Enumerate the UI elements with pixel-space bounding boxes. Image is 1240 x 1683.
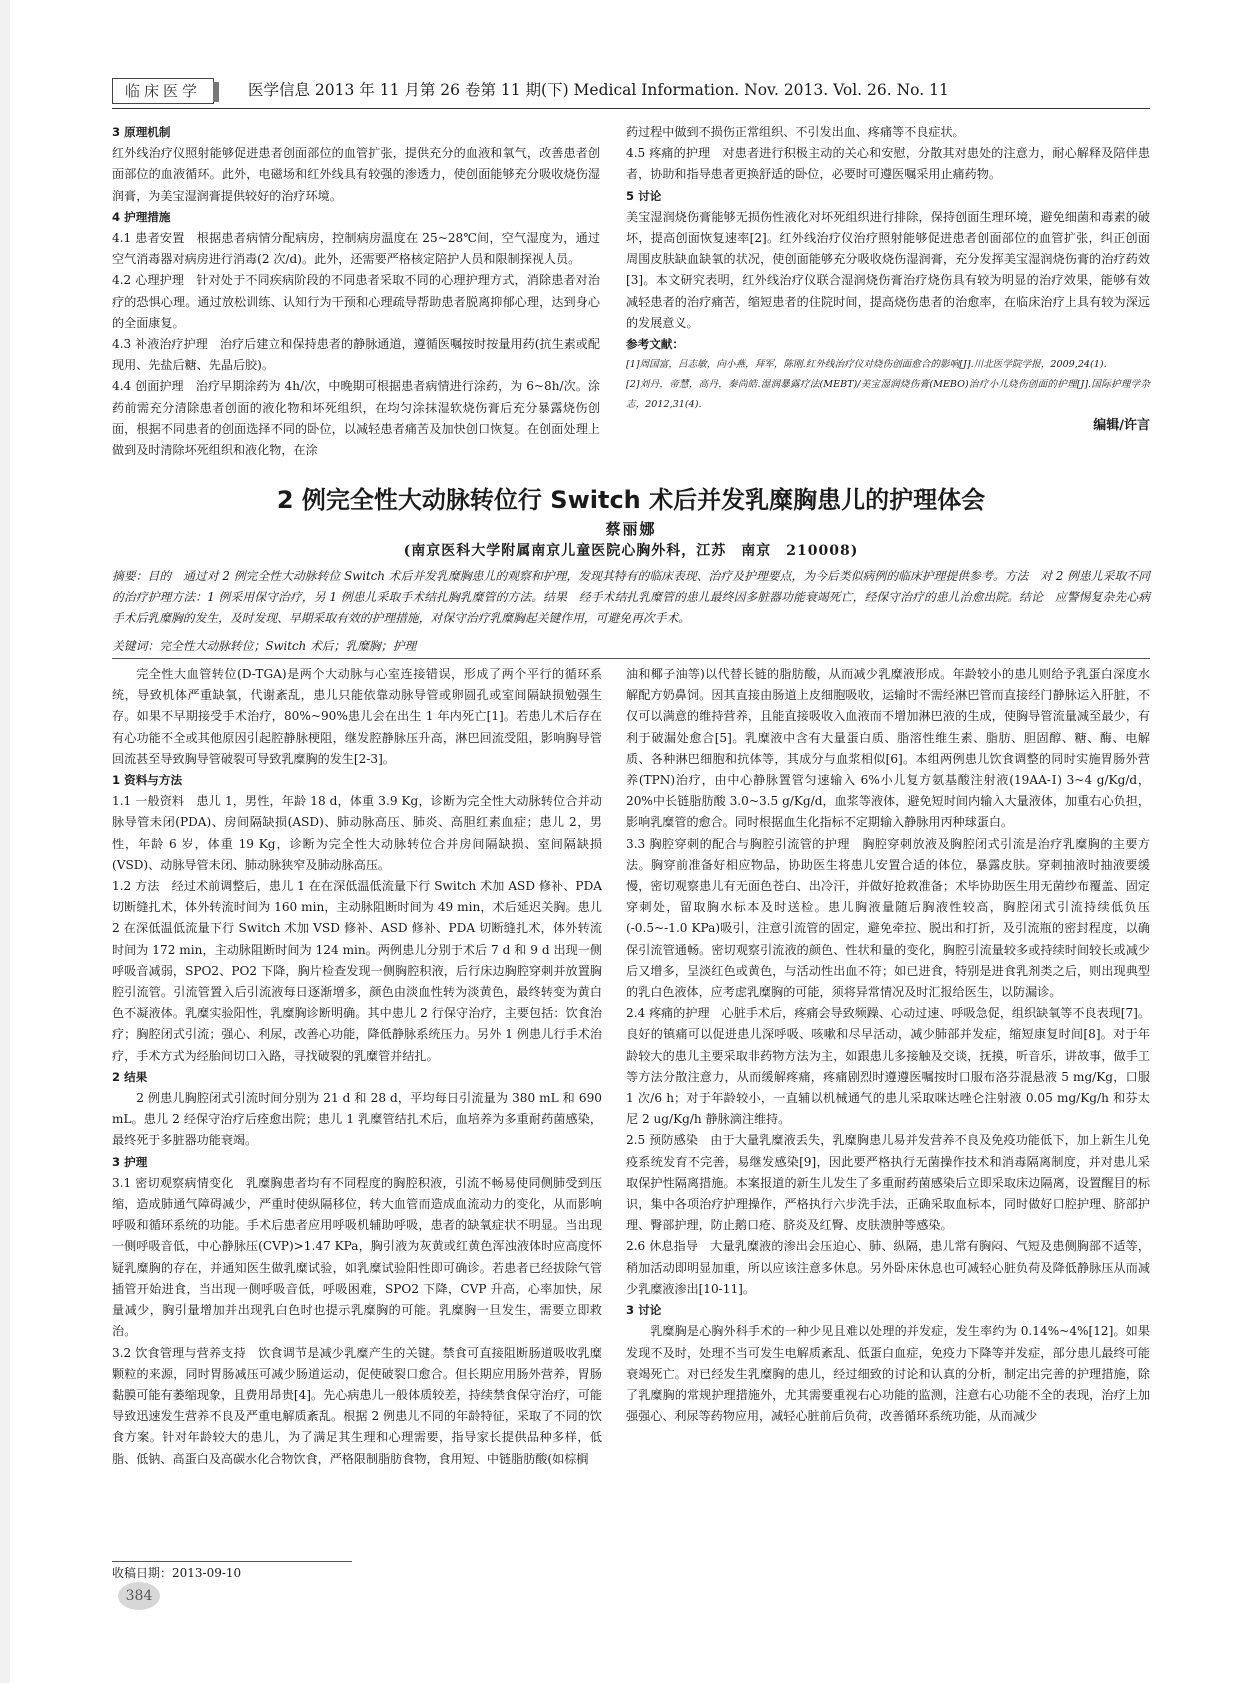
paragraph: 药过程中做到不损伤正常组织、不引发出血、疼痛等不良症状。 bbox=[626, 125, 965, 139]
section-heading: 1 资料与方法 bbox=[112, 773, 183, 788]
paragraph: 3.3 胸腔穿刺的配合与胸腔引流管的护理 胸腔穿刺放液及胸腔闭式引流是治疗乳糜胸的主要方法。胸穿前准备好相应物品，协助医生将患儿安置合适的体位，暴露皮肤。穿刺抽液时抽液要缓慢，密切观察患儿有无面色苍白、出冷汗，并做好抢救准备；术毕协助医生用无菌纱布覆盖、固定穿刺处，留取胸水标本及时送检。患儿胸液量随后胸液性较高，胸腔闭式引流持续低负压(-0.5~-1.0 KPa)吸引，注意引流管的固定，避免牵拉、脱出和打折，及引流瓶的密封程度，以确保引流管通畅。密切观察引流液的颜色、性状和量的变化，胸腔引流量较多或持续时间较长或减少后又增多，呈淡红色或黄色，与活动性出血不符；如已进食，特别是进食乳剂类之后，则出现典型的乳白色液体，应考虑乳糜胸的可能，须将异常情况及时汇报给医生，以防漏诊。 bbox=[626, 836, 1150, 1000]
paragraph: 2.4 疼痛的护理 心脏手术后，疼痛会导致频躁、心动过速、呼吸急促，组织缺氧等不良表现[7]。良好的镇痛可以促进患儿深呼吸、咳嗽和尽早活动，减少肺部并发症，缩短康复时间[8]。对于年龄较大的患儿主要采取非药物方法为主，如跟患儿多接触及交谈，抚摸，听音乐，讲故事，做手工等方法分散注意力，从而缓解疼痛，疼痛剧烈时遵遵医嘱按时口服布洛芬混悬液 5 mg/Kg，口服 1 次/6 h；对于年龄较小，一直辅以机械通气的患儿采取咪达唑仑注射液 0.05 mg/Kg/h 和芬太尼 2 ug/Kg/h 静脉滴注维持。 bbox=[626, 1006, 1150, 1127]
paragraph: 2.5 预防感染 由于大量乳糜液丢失，乳糜胸患儿易并发营养不良及免疫功能低下，加上新生儿免疫系统发育不完善，易继发感染[9]，因此要严格执行无菌操作技术和消毒隔离制度，并对患儿采取保护性隔离措施。本案报道的新生儿发生了多重耐药菌感染后立即采取床边隔离，设置醒目的标识，集中各项治疗护理操作，严格执行六步洗手法，正确采取血标本，同时做好口腔护理、脐部护理、臀部护理，防止鹅口疮、脐炎及红臀、皮肤溃肿等感染。 bbox=[626, 1133, 1150, 1233]
reference-item: [2]刘丹，帝慧，高丹，秦尚皓.湿润暴露疗法(MEBT)/美宝湿润烧伤膏(MEBO)治疗小儿烧伤创面的护理[J].国际护理学杂志，2012,31(4). bbox=[626, 379, 1150, 411]
paragraph: 油和椰子油等)以代替长链的脂肪酸，从而减少乳糜液形成。年龄较小的患儿则给予乳蛋白深度水解配方奶鼻饲。因其直接由肠道上皮细胞吸收，运输时不需经淋巴管而直接经门静脉运入肝脏，不仅可以满意的维持营养，且能直接吸收入血液而不增加淋巴液的生成，使胸导管流量减至最少，有利于破漏处愈合[5]。乳糜液中含有大量蛋白质、脂溶性维生素、脂肪、胆固醇、糖、酶、电解质、各种淋巴细胞和抗体等，其成分与血浆相似[6]。本组两例患儿饮食调整的同时实施胃肠外营养(TPN)治疗，由中心静脉置管匀速输入 6%小儿复方氨基酸注射液(19AA-Ⅰ) 3~4 g/Kg/d，20%中长链脂肪酸 3.0~3.5 g/Kg/d，血浆等液体，避免短时间内输入大量液体，加重右心负担，影响乳糜管的愈合。同时根据血生化指标不定期输入静脉用丙种球蛋白。 bbox=[626, 667, 1150, 830]
article-right-column bbox=[626, 664, 1150, 1427]
section-heading: 5 讨论 bbox=[626, 188, 662, 203]
article-title: 2 例完全性大动脉转位行 Switch 术后并发乳糜胸患儿的护理体会 bbox=[276, 486, 986, 514]
paragraph: 乳糜胸是心胸外科手术的一种少见且难以处理的并发症，发生率约为 0.14%~4%[12]。如果发现不及时，处理不当可发生电解质紊乱、低蛋白血症，免疫力下降等并发症，部分患儿最终可能衰竭死亡。对已经发生乳糜胸的患儿，经过细致的讨论和认真的分析，制定出完善的护理措施，除了乳糜胸的常规护理措施外，尤其需要重视右心功能的监测，注意右心功能不全的表现，治疗上加强强心、利尿等药物应用，减轻心脏前后负荷，改善循环系统功能，从而减少 bbox=[626, 1324, 1150, 1424]
paragraph: 2.6 休息指导 大量乳糜液的渗出会压迫心、肺、纵隔，患儿常有胸闷、气短及患侧胸部不适等，稍加活动即明显加重，所以应该注意多休息。另外卧床休息也可减轻心脏负荷及降低静脉压从而减少乳糜液渗出[10-11]。 bbox=[626, 1239, 1150, 1296]
section-heading: 2 结果 bbox=[112, 1069, 148, 1084]
paragraph: 2 例患儿胸腔闭式引流时间分别为 21 d 和 28 d，平均每日引流量为 380 mL 和 690 mL。患儿 2 经保守治疗后痊愈出院；患儿 1 乳糜管结扎术后，血培养为多重耐药菌感染，最终死于多脏器功能衰竭。 bbox=[112, 1091, 602, 1148]
section-heading: 参考文献： bbox=[626, 337, 684, 352]
section-tag: 临床医学 bbox=[112, 78, 214, 104]
footer-rule bbox=[112, 1561, 352, 1562]
page-header bbox=[112, 78, 1150, 108]
paragraph: 完全性大血管转位(D-TGA)是两个大动脉与心室连接错误，形成了两个平行的循环系统，导致机体严重缺氧，代谢紊乱，患儿只能依靠动脉导管或卵圆孔或室间隔缺损勉强生存。如果不早期接受手术治疗，80%~90%患儿会在出生 1 年内死亡[1]。若患儿术后存在有心功能不全或其他原因引起腔静脉梗阻，继发腔静脉压升高，淋巴回流受阻，影响胸导管回流甚至导致胸导管破裂可导致乳糜胸的发生[2-3]。 bbox=[112, 667, 602, 766]
paragraph: 3.2 饮食管理与营养支持 饮食调节是减少乳糜产生的关键。禁食可直接阻断肠道吸收乳糜颗粒的来源，同时胃肠减压可减少肠道运动，促使破裂口愈合。但长期应用肠外营养，胃肠黏膜可能有萎缩现象，且费用昂贵[4]。先心病患儿一般体质较差，持续禁食保守治疗，可能导致迅速发生营养不良及严重电解质紊乱。根据 2 例患儿不同的年龄特征，采取了不同的饮食方案。针对年龄较大的患儿，为了满足其生理和心理需要，指导家长提供品种多样，低脂、低钠、高蛋白及高碳水化合物饮食，严格限制脂肪食物，食用短、中链脂肪酸(如棕榈 bbox=[112, 1345, 602, 1466]
section-heading: 4 护理措施 bbox=[112, 209, 171, 224]
paragraph: 美宝湿润烧伤膏能够无损伤性液化对坏死组织进行排除，保持创面生理环境，避免细菌和毒素的破坏，提高创面恢复速率[2]。红外线治疗仪治疗照射能够促进患者创面部位的血管扩张，纠正创面周围皮肤缺血缺氧的状况，使创面能够充分吸收烧伤湿润膏，充分发挥美宝湿润烧伤膏的治疗药效[3]。本文研究表明，红外线治疗仪联合湿润烧伤膏治疗烧伤具有较为明显的治疗效果，能够有效减轻患者的治疗痛苦，缩短患者的住院时间，提高烧伤患者的治愈率，在临床治疗上具有较为深远的发展意义。 bbox=[626, 209, 1150, 330]
paragraph: 1.2 方法 经过术前调整后，患儿 1 在在深低温低流量下行 Switch 术加 ASD 修补、PDA 切断缝扎术，体外转流时间为 160 min，主动脉阻断时间为 49 min，术后延迟关胸。患儿 2 在深低温低流量下行 Switch 术加 VSD 修补、ASD 修补、PDA 切断缝扎术，体外转流时间为 172 min，主动脉阻断时间为 124 min。两例患儿分别于术后 7 d 和 9 d 出现一侧呼吸音减弱，SPO2、PO2 下降，胸片检查发现一侧胸腔积液，后行床边胸腔穿刺并放置胸腔引流管。引流管置入后引流液每日逐渐增多，颜色由淡血性转为淡黄色，最终转变为黄白色不凝液体。乳糜实验阳性，乳糜胸诊断明确。其中患儿 2 行保守治疗，主要包括：饮食治疗；胸腔闭式引流；强心、利尿，改善心功能，降低静脉系统压力。另外 1 例患儿行手术治疗，手术方式为经胎间切口入路，寻找破裂的乳糜管并结扎。 bbox=[112, 879, 602, 1063]
paragraph: 4.4 创面护理 治疗早期涂药为 4h/次，中晚期可根据患者病情进行涂药，为 6~8h/次。涂药前需充分清除患者创面的液化物和坏死组织，在均匀涂抹湿软烧伤膏后充分暴露烧伤创面，根据不同患者的创面选择不同的卧位，以减轻患者痛苦及加快创口恢复。在创面处理上做到及时清除坏死组织和液化物，在涂 bbox=[112, 379, 600, 458]
section-heading: 3 原理机制 bbox=[112, 125, 171, 139]
paragraph: 4.3 补液治疗护理 治疗后建立和保持患者的静脉通道，遵循医嘱按时按量用药(抗生素或配现用、先盐后糖、先晶后胶)。 bbox=[112, 337, 600, 373]
journal-info: 医学信息 2013 年 11 月第 26 卷第 11 期(下) Medical Information. Nov. 2013. Vol. 26. No. 11 bbox=[248, 81, 949, 99]
article-author: 蔡丽娜 bbox=[605, 520, 657, 538]
page-number: 384 bbox=[118, 1582, 160, 1610]
received-date: 收稿日期：2013-09-10 bbox=[112, 1566, 242, 1580]
scan-edge-left bbox=[0, 0, 10, 1683]
article-keywords: 关键词：完全性大动脉转位；Switch 术后；乳糜胸；护理 bbox=[112, 639, 417, 653]
prev-article-left-column bbox=[112, 122, 600, 461]
paragraph: 3.1 密切观察病情变化 乳糜胸患者均有不同程度的胸腔积液，引流不畅易使同侧肺受到压缩，造成肺通气障碍减少，严重时使纵隔移位，转大血管而造成血流动力的变化，从而影响呼吸和循环系统的功能。手术后患者应用呼吸机辅助呼吸，患者的缺氧症状不明显。当出现一侧呼吸音低，中心静脉压(CVP)>1.47 KPa，胸引液为灰黄或红黄色浑浊液体时应高度怀疑乳糜胸的存在，并通知医生做乳糜试验，如乳糜试验阳性即可确诊。若患者已经拔除气管插管开始进食，当出现一侧呼吸音低，呼吸困难，SPO2 下降，CVP 升高，心率加快，尿量减少，胸引量增加并出现乳白色时也提示乳糜胸的可能。乳糜胸一旦发生，需要立即救治。 bbox=[112, 1175, 602, 1339]
article-affiliation: (南京医科大学附属南京儿童医院心胸外科，江苏 南京 210008) bbox=[403, 543, 859, 559]
paragraph: 4.2 心理护理 针对处于不同疾病阶段的不同患者采取不同的心理护理方式，消除患者对治疗的恐惧心理。通过放松训练、认知行为干预和心理疏导帮助患者脱离抑郁心理，达到身心的全面康复。 bbox=[112, 273, 600, 330]
article-abstract: 摘要：目的 通过对 2 例完全性大动脉转位 Switch 术后并发乳糜胸患儿的观察和护理，发现其特有的临床表现、治疗及护理要点，为今后类似病例的临床护理提供参考。方法 对 2 例患儿采取不同的治疗护理方法：1 例采用保守治疗，另 1 例患儿采取手术结扎胸乳糜管的方法。结果 经手术结扎乳糜管的患儿最终因多脏器功能衰竭死亡，经保守治疗的患儿治愈出院。结论 应警惕复杂先心病手术后乳糜胸的发生，及时发现、早期采取有效的护理措施，对保守治疗乳糜胸起关键作用，可避免再次手术。 bbox=[112, 569, 1150, 625]
abstract-divider bbox=[112, 658, 1150, 659]
section-heading: 3 讨论 bbox=[626, 1303, 662, 1318]
article-left-column bbox=[112, 664, 602, 1470]
reference-item: [1]周国富，吕志敏，向小燕，拜军，陈刚.红外线治疗仪对烧伤创面愈合的影响[J].川北医学院学报，2009,24(1). bbox=[626, 359, 1107, 371]
paragraph: 4.1 患者安置 根据患者病情分配病房，控制病房温度在 25~28℃间，空气湿度为，通过空气消毒器对病房进行消毒(2 次/d)。此外，还需要严格核定陪护人员和限制探视人员。 bbox=[112, 231, 600, 267]
section-heading: 3 护理 bbox=[112, 1154, 148, 1169]
paragraph: 1.1 一般资料 患儿 1，男性，年龄 18 d，体重 3.9 Kg，诊断为完全性大动脉转位合并动脉导管未闭(PDA)、房间隔缺损(ASD)、肺动脉高压、肺炎、高胆红素血症；患儿 2，男性，年龄 6 岁，体重 19 Kg，诊断为完全性大动脉转位合并房间隔缺损、室间隔缺损(VSD)、动脉导管未闭、肺动脉狭窄及肺动脉高压。 bbox=[112, 794, 602, 872]
editor-credit: 编辑/许言 bbox=[1093, 418, 1150, 434]
prev-article-right-column bbox=[626, 122, 1150, 436]
paragraph: 4.5 疼痛的护理 对患者进行积极主动的关心和安慰，分散其对患处的注意力，耐心解释及陪伴患者，协助和指导患者更换舒适的卧位，必要时可遵医嘱采用止痛药物。 bbox=[626, 146, 1150, 182]
paragraph: 红外线治疗仪照射能够促进患者创面部位的血管扩张，提供充分的血液和氧气，改善患者创面部位的血液循环。此外，电磁场和红外线具有较强的渗透力，使创面能够充分吸收烧伤湿润膏，为美宝湿润膏提供较好的治疗环境。 bbox=[112, 146, 600, 203]
header-rule bbox=[112, 108, 1150, 109]
